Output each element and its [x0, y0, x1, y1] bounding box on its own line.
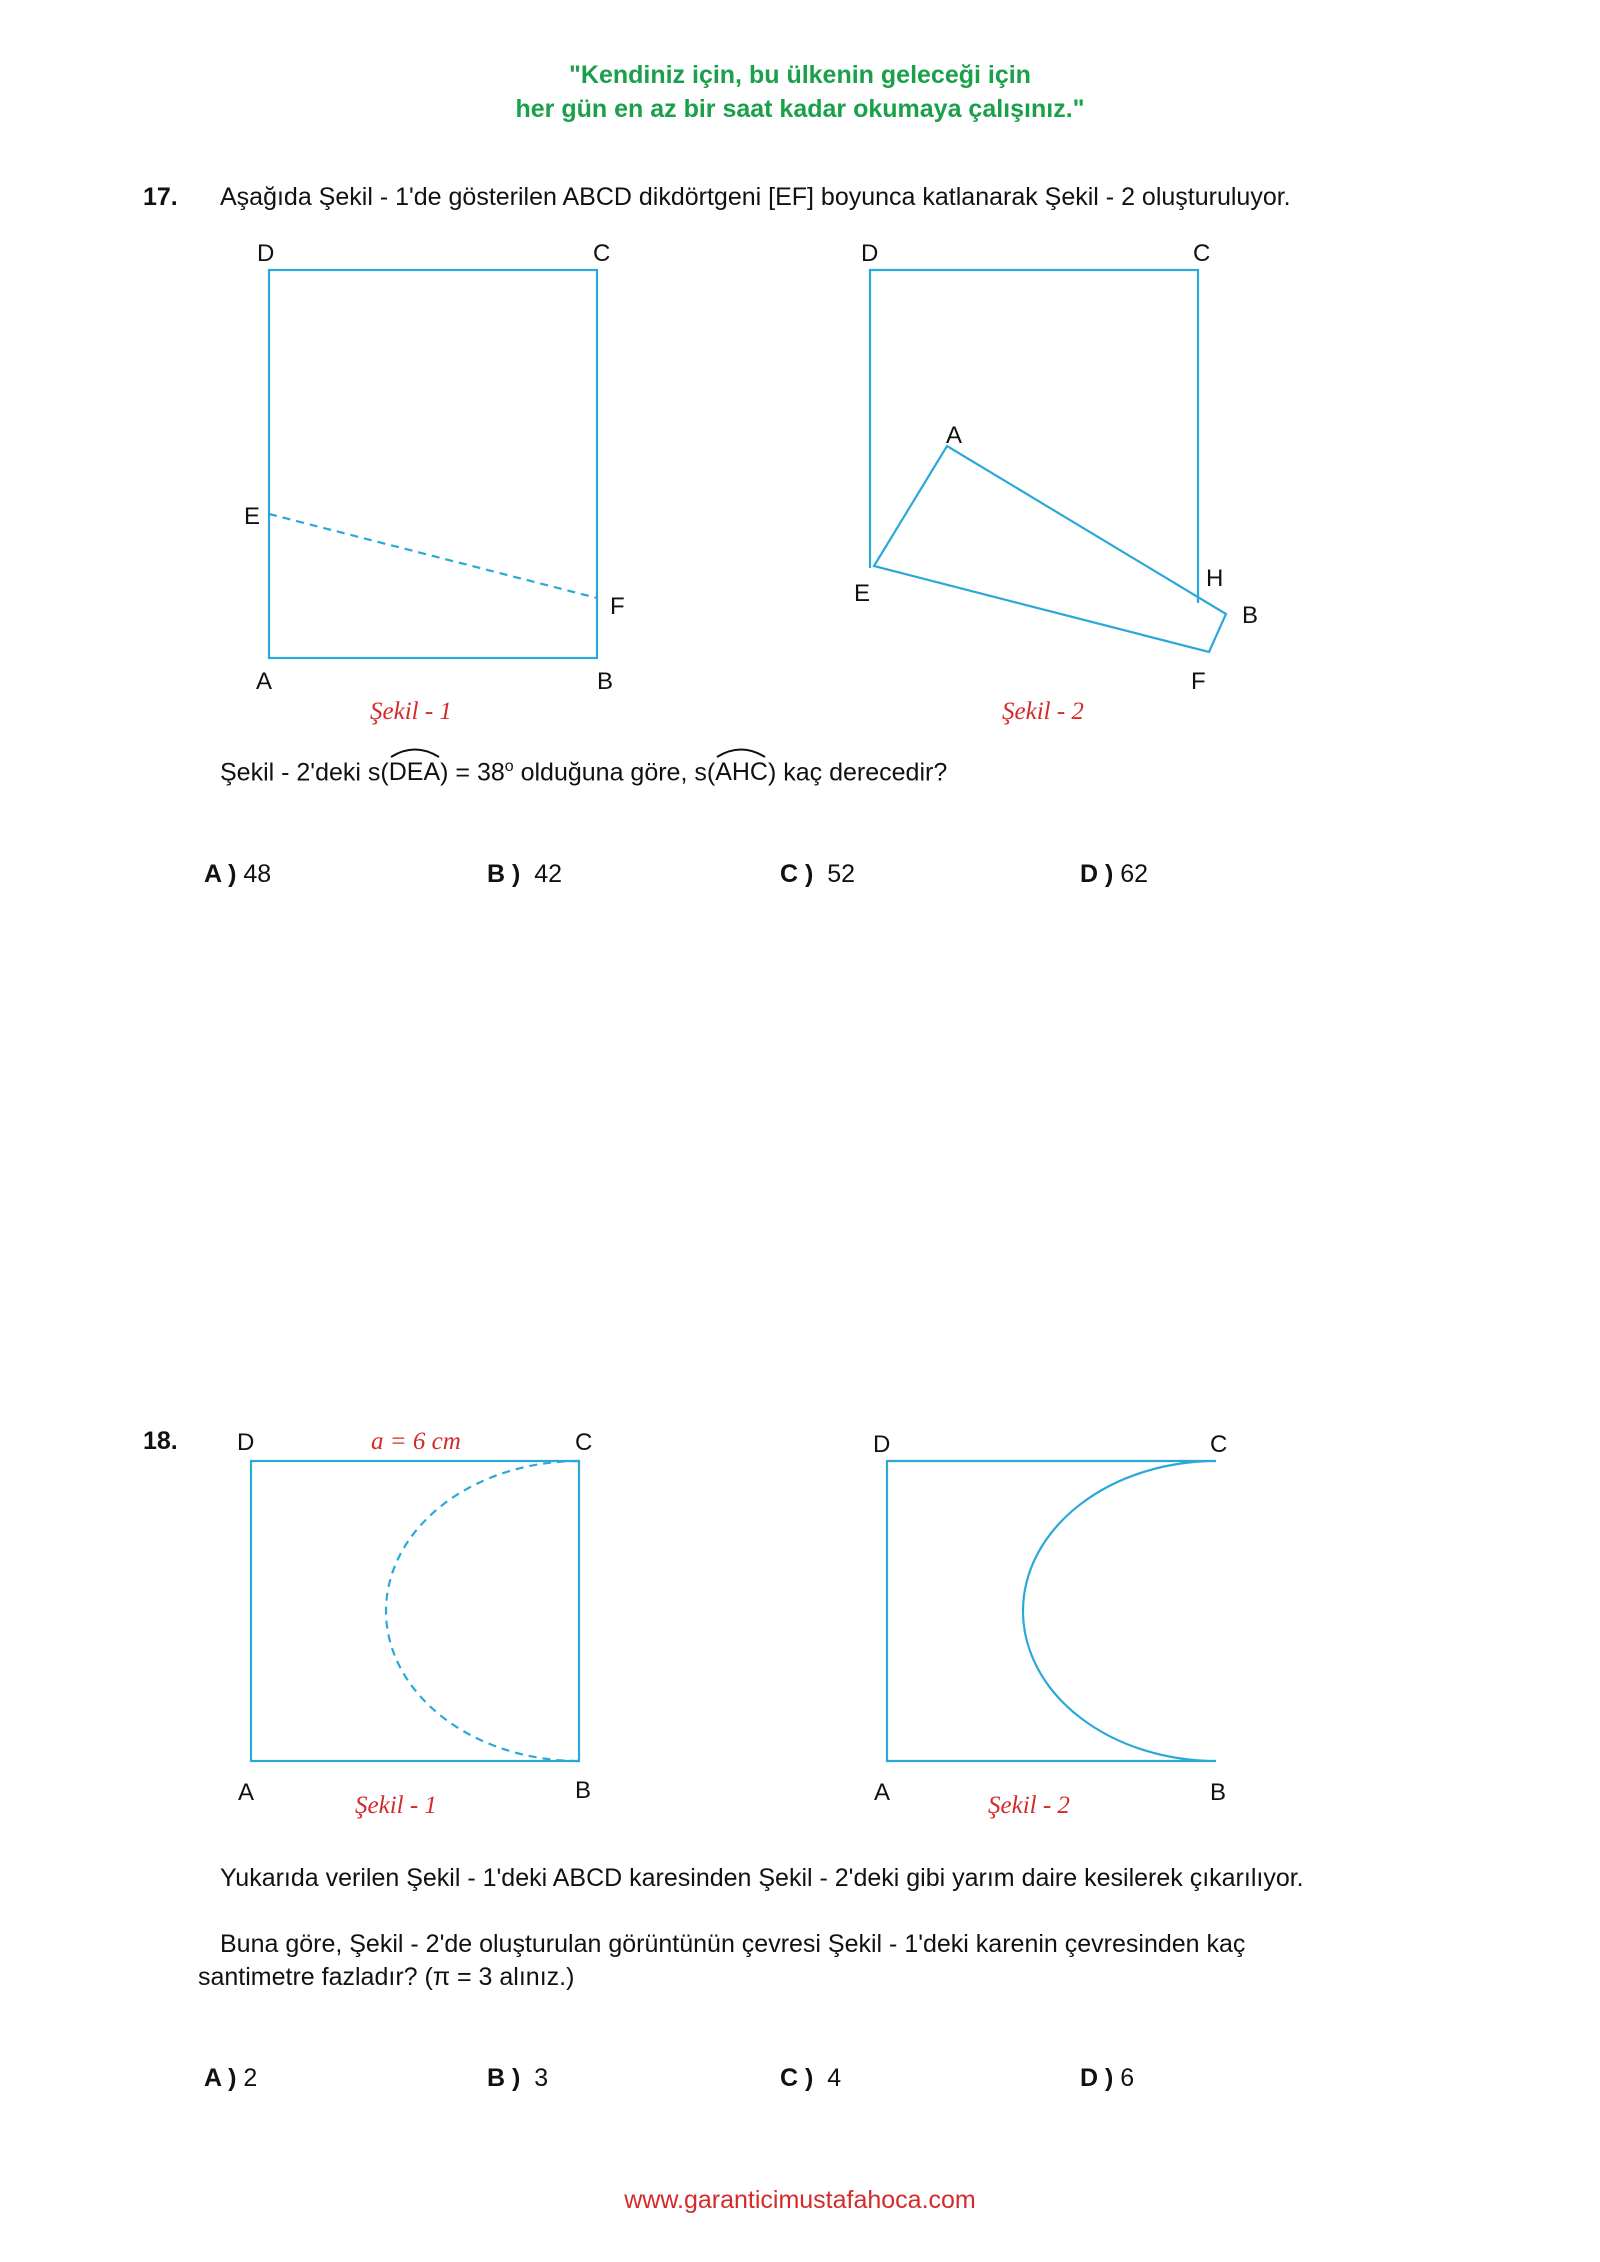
q17-fig2-caption: Şekil - 2 — [1002, 698, 1084, 725]
q18-fig1-dashed-semicircle — [386, 1461, 579, 1761]
footer-website-link[interactable]: www.garanticimustafahoca.com — [624, 2186, 976, 2214]
q17-fig1-caption: Şekil - 1 — [370, 698, 452, 725]
question-17-text: Aşağıda Şekil - 1'de gösterilen ABCD dikdörtgeni [EF] boyunca katlanarak Şekil - 2 oluşturuluyor. — [220, 183, 1291, 211]
q17-fig1-label-C: C — [593, 240, 611, 267]
q17-fig2-label-A: A — [946, 422, 963, 449]
degree-symbol: o — [504, 758, 514, 775]
q18-option-b[interactable]: B ) 3 — [487, 2064, 549, 2092]
q17-option-a[interactable]: A ) 48 — [204, 860, 272, 888]
condition-mid: ) = 38 — [440, 758, 505, 787]
q18-option-c[interactable]: C ) 4 — [780, 2064, 842, 2092]
q17-fig1-label-B: B — [597, 668, 614, 695]
q18-fig2-label-A: A — [874, 1779, 891, 1806]
q17-option-b[interactable]: B ) 42 — [487, 860, 563, 888]
q17-fig2-label-E: E — [854, 580, 871, 607]
q18-fig2-shape-outline — [887, 1461, 1216, 1761]
question-17-number: 17. — [143, 183, 178, 211]
question-18-text-2-line-2: santimetre fazladır? (π = 3 alınız.) — [198, 1963, 575, 1991]
q18-fig2-caption: Şekil - 2 — [988, 1792, 1070, 1819]
q17-option-c[interactable]: C ) 52 — [780, 860, 856, 888]
q18-fig2-label-C: C — [1210, 1431, 1228, 1458]
q18-fig1-caption: Şekil - 1 — [355, 1792, 437, 1819]
q18-fig1-label-A: A — [238, 1779, 255, 1806]
q17-option-d[interactable]: D ) 62 — [1080, 860, 1149, 888]
q18-figure-1 — [251, 1461, 579, 1761]
condition-pre: Şekil - 2'deki s( — [220, 758, 389, 787]
q18-option-a[interactable]: A ) 2 — [204, 2064, 258, 2092]
q17-fig2-label-H: H — [1206, 565, 1224, 592]
q17-fig1-label-D: D — [257, 240, 275, 267]
q17-fig1-label-E: E — [244, 503, 261, 530]
question-18-text-2-line-1: Buna göre, Şekil - 2'de oluşturulan görüntünün çevresi Şekil - 1'deki karenin çevresinden kaç — [220, 1930, 1246, 1958]
arc-AHC: AHC — [715, 758, 768, 787]
q18-fig1-label-D: D — [237, 1429, 255, 1456]
q18-fig1-label-C: C — [575, 1429, 593, 1456]
question-18-text-1: Yukarıda verilen Şekil - 1'deki ABCD karesinden Şekil - 2'deki gibi yarım daire kesilerek çıkarılıyor. — [220, 1864, 1304, 1892]
q17-fig2-label-F: F — [1191, 668, 1206, 695]
q18-side-length-label: a = 6 cm — [371, 1428, 461, 1455]
question-18-number: 18. — [143, 1427, 178, 1455]
condition-post: olduğuna göre, s( — [513, 758, 716, 787]
motto-line-2: her gün en az bir saat kadar okumaya çalışınız." — [515, 95, 1085, 123]
q17-fig2-label-B: B — [1242, 602, 1259, 629]
q18-fig1-label-B: B — [575, 1777, 592, 1804]
q18-fig2-label-B: B — [1210, 1779, 1227, 1806]
motto-line-1: "Kendiniz için, bu ülkenin geleceği için — [569, 61, 1031, 89]
q17-fig2-label-D: D — [861, 240, 879, 267]
condition-end: ) kaç derecedir? — [767, 758, 948, 787]
q17-fig2-label-C: C — [1193, 240, 1211, 267]
q18-fig1-square — [251, 1461, 579, 1761]
arc-DEA: DEA — [389, 758, 440, 787]
q18-figure-2 — [887, 1461, 1216, 1761]
q17-fig1-label-A: A — [256, 668, 273, 695]
q18-fig2-label-D: D — [873, 1431, 891, 1458]
q18-option-d[interactable]: D ) 6 — [1080, 2064, 1135, 2092]
q17-fig1-label-F: F — [610, 593, 625, 620]
